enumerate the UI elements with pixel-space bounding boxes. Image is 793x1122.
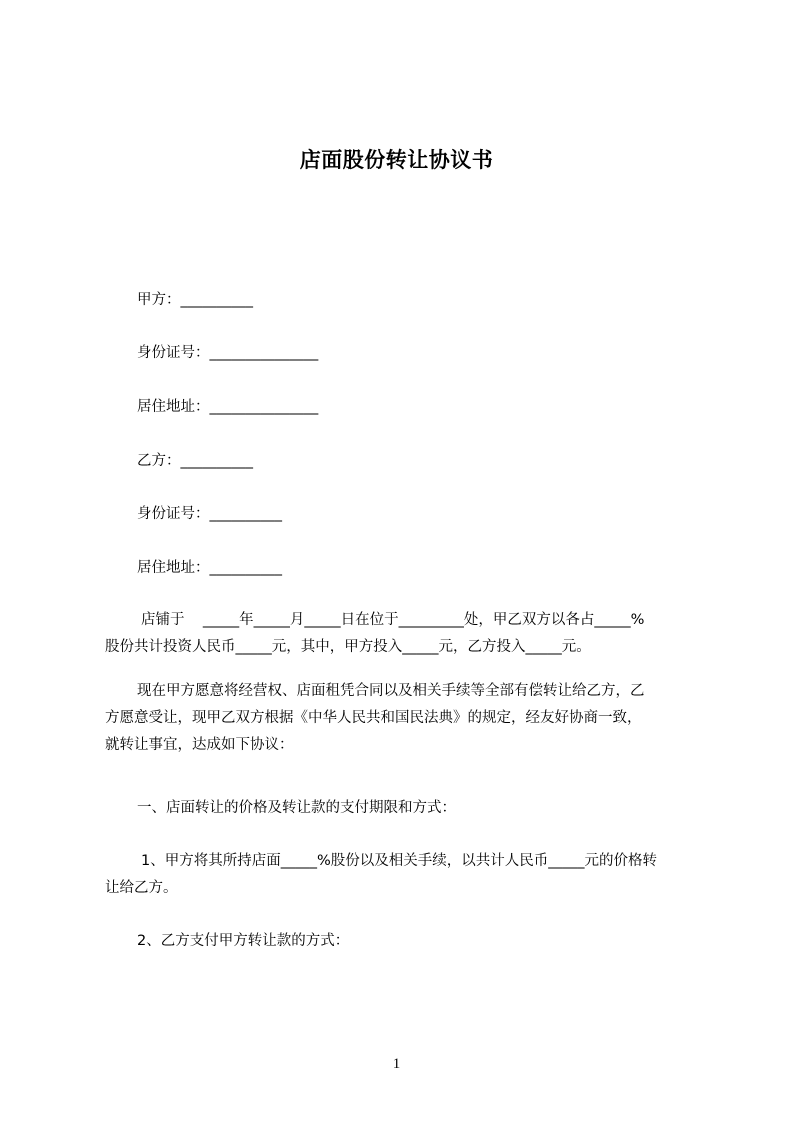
- paragraph-transfer-line-1: 现在甲方愿意将经营权、店面租凭合同以及相关手续等全部有偿转让给乙方，乙: [137, 683, 645, 699]
- document-title: 店面股份转让协议书: [299, 148, 494, 172]
- paragraph-shop-line-1: 店铺于 _____年_____月_____日在位于_________处，甲乙双方以各占_____%: [141, 612, 645, 628]
- party-a-id-field: 身份证号：_______________: [137, 345, 319, 361]
- paragraph-transfer-line-2: 方愿意受让，现甲乙双方根据《中华人民共和国民法典》的规定，经友好协商一致，: [105, 710, 642, 726]
- party-b-address-field: 居住地址：__________: [137, 560, 282, 576]
- clause-1-line-1: 1、甲方将其所持店面_____%股份以及相关手续，以共计人民币_____元的价格转: [141, 853, 658, 869]
- page-number: 1: [392, 1056, 401, 1072]
- party-a-field: 甲方：__________: [137, 292, 253, 308]
- clause-2: 2、乙方支付甲方转让款的方式：: [137, 933, 350, 949]
- party-b-id-field: 身份证号：__________: [137, 506, 282, 522]
- paragraph-transfer-line-3: 就转让事宜，达成如下协议：: [105, 737, 294, 753]
- party-a-address-field: 居住地址：_______________: [137, 399, 319, 415]
- paragraph-shop-line-2: 股份共计投资人民币_____元，其中，甲方投入_____元，乙方投入_____元。: [105, 639, 591, 655]
- clause-1-line-2: 让给乙方。: [105, 880, 178, 896]
- section-heading-1: 一、店面转让的价格及转让款的支付期限和方式：: [137, 800, 456, 816]
- party-b-field: 乙方：__________: [137, 453, 253, 469]
